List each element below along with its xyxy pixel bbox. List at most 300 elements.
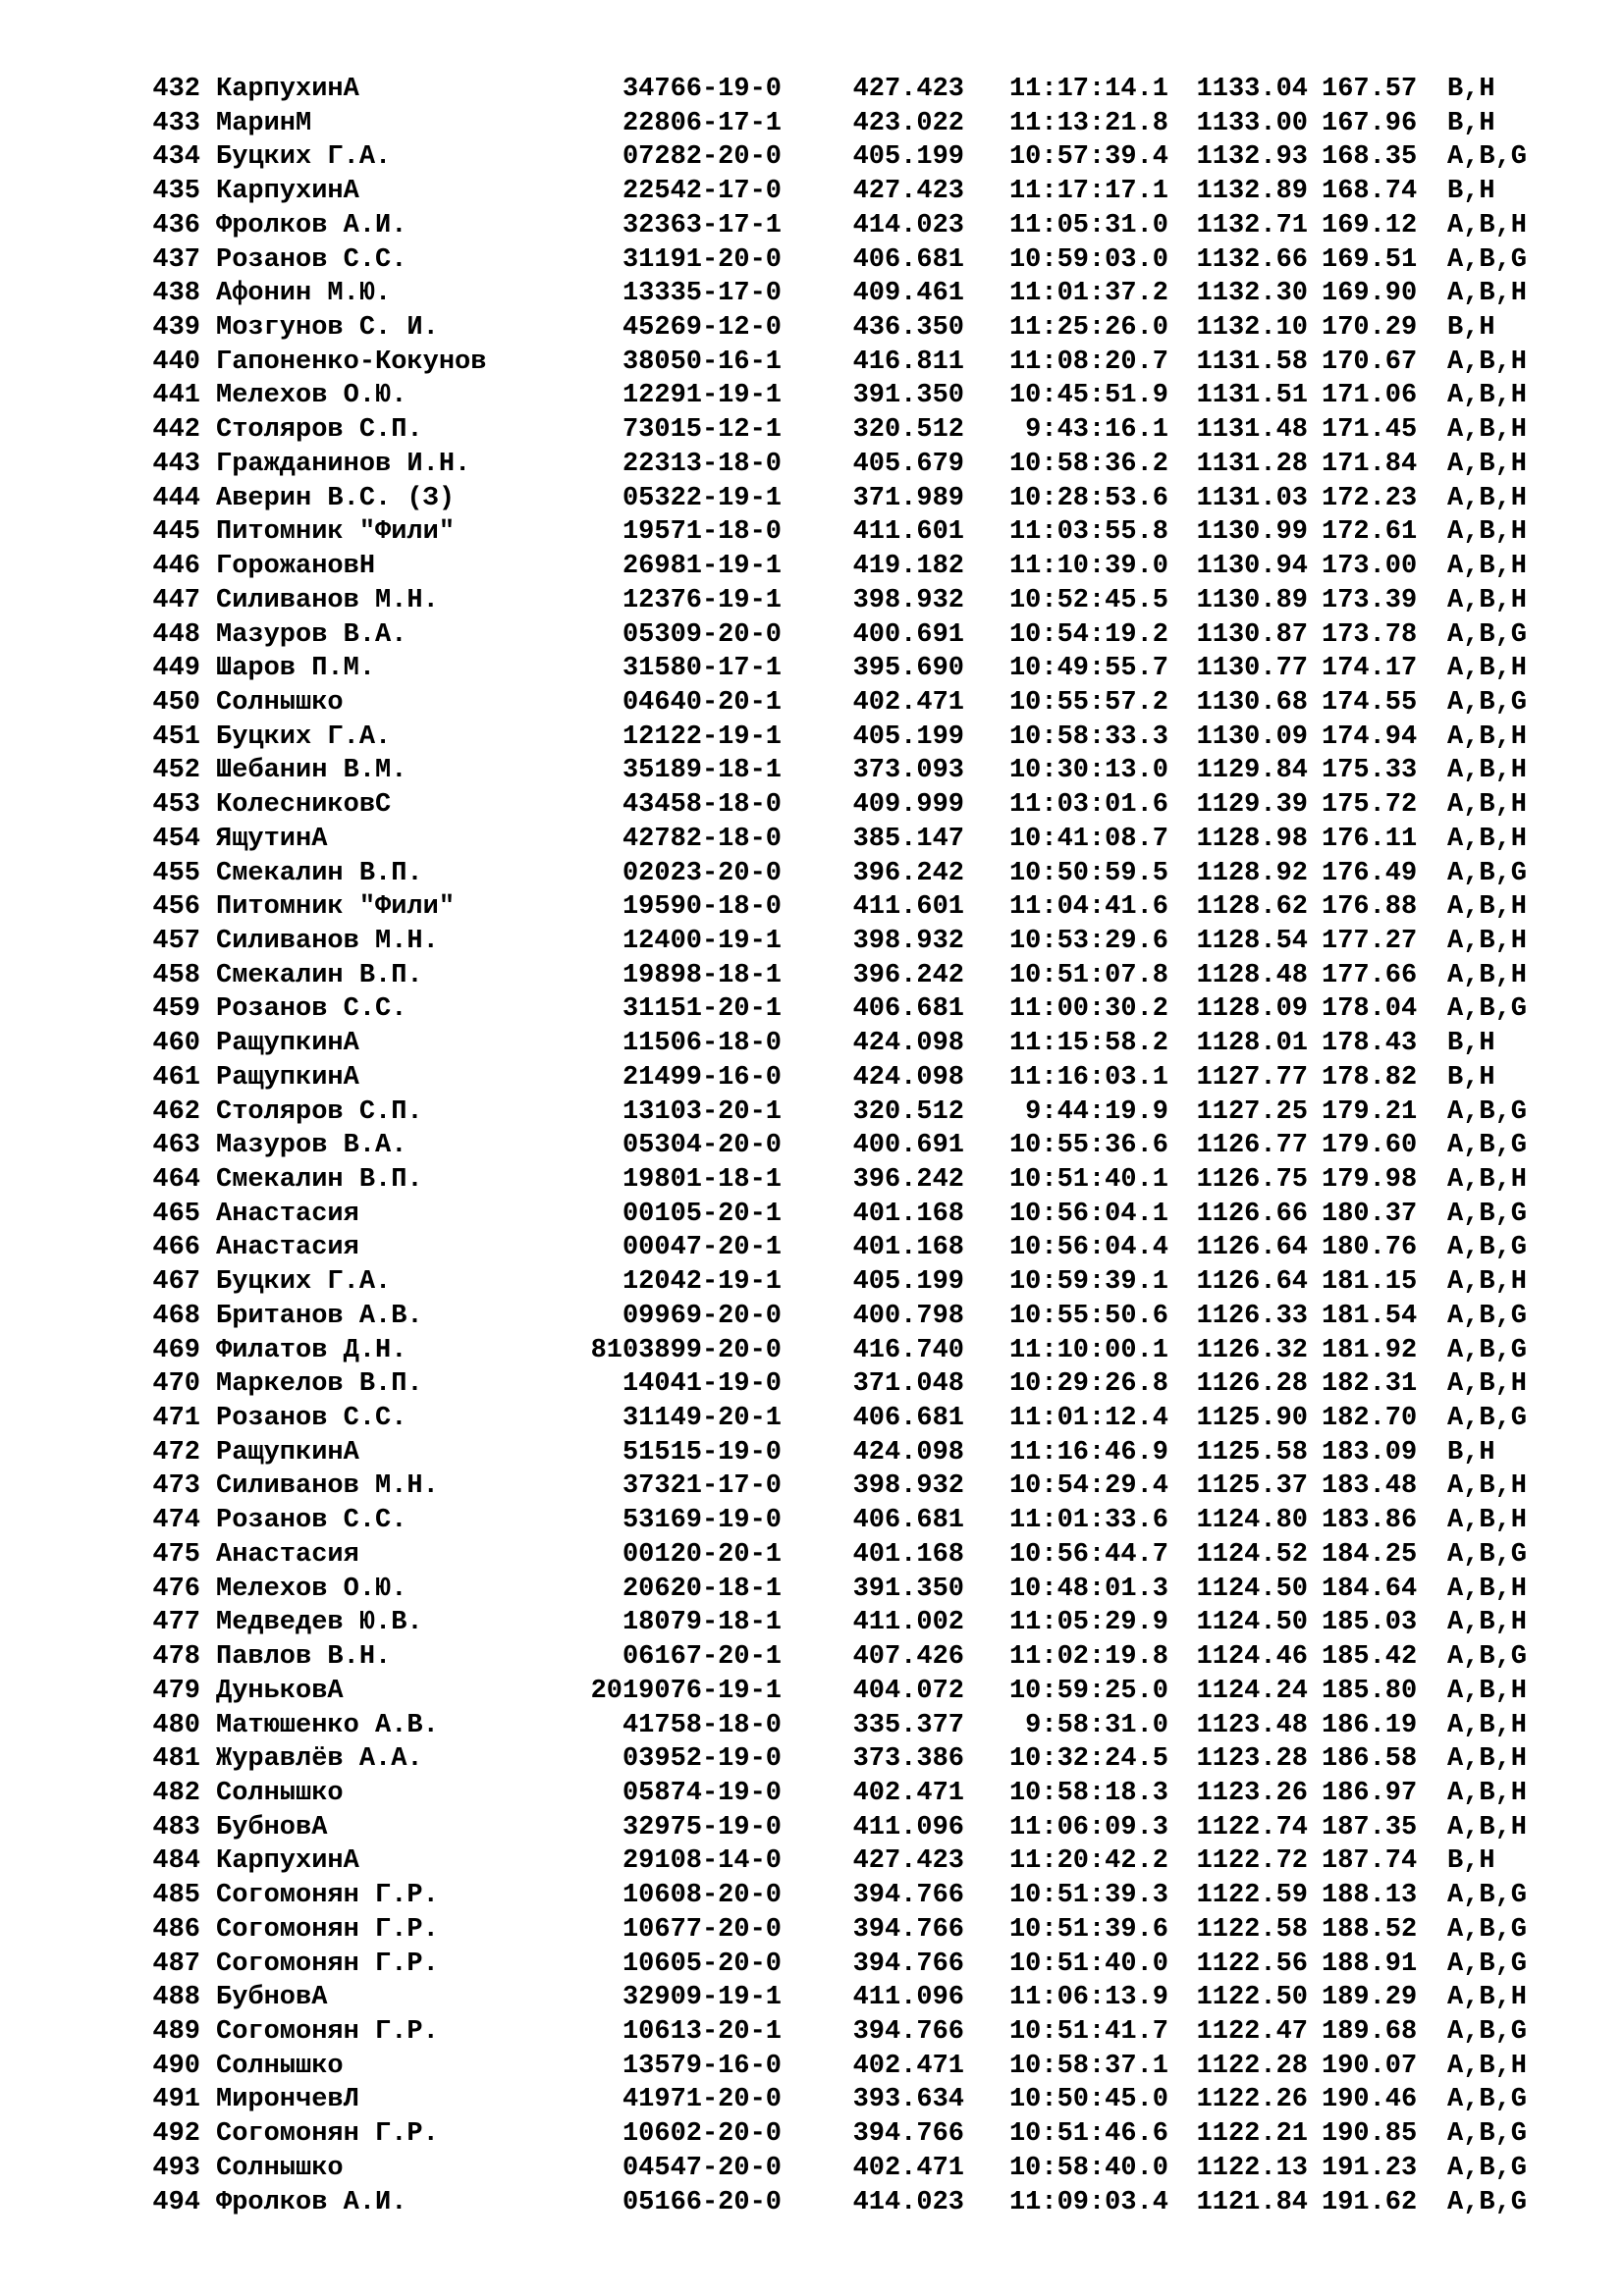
ring-number-cell: 32975-19-0 [622,1812,782,1842]
ring-number-cell: 00120-20-1 [622,1539,782,1570]
arrival-time-cell: 10:51:40.0 [1008,1949,1168,1979]
fancier-name-cell: РащупкинА [216,1062,359,1093]
coefficient-cell: 189.68 [1322,2016,1418,2047]
fancier-name-cell: Силиванов М.Н. [216,585,439,615]
distance-cell: 400.691 [852,1131,964,1161]
speed-cell: 1122.26 [1196,2085,1308,2115]
table-row [0,1198,1624,1232]
category-cell: A,B,H [1447,1471,1528,1502]
arrival-time-cell: 11:10:39.0 [1008,552,1168,582]
coefficient-cell: 180.76 [1322,1233,1418,1263]
speed-cell: 1122.47 [1196,2016,1308,2047]
position-cell: 439 [152,313,200,344]
category-cell: A,B,G [1447,1949,1528,1979]
coefficient-cell: 173.78 [1322,619,1418,650]
table-row [0,2083,1624,2117]
coefficient-cell: 170.67 [1322,347,1418,377]
position-cell: 492 [152,2119,200,2150]
ring-number-cell: 19801-18-1 [622,1165,782,1195]
category-cell: A,B,H [1447,1267,1528,1298]
ring-number-cell: 07282-20-0 [622,142,782,173]
category-cell: A,B,G [1447,1539,1528,1570]
distance-cell: 424.098 [852,1029,964,1059]
fancier-name-cell: Шаров П.М. [216,654,376,684]
speed-cell: 1128.01 [1196,1029,1308,1059]
arrival-time-cell: 11:01:12.4 [1008,1404,1168,1434]
table-row [0,1163,1624,1198]
arrival-time-cell: 10:51:07.8 [1008,960,1168,990]
fancier-name-cell: Мозгунов С. И. [216,313,439,344]
table-row [0,959,1624,993]
distance-cell: 405.199 [852,142,964,173]
distance-cell: 371.989 [852,483,964,513]
arrival-time-cell: 9:58:31.0 [1025,1710,1168,1740]
fancier-name-cell: ГорожановН [216,552,376,582]
ring-number-cell: 43458-18-0 [622,790,782,821]
coefficient-cell: 179.21 [1322,1096,1418,1127]
speed-cell: 1124.52 [1196,1539,1308,1570]
arrival-time-cell: 10:58:37.1 [1008,2051,1168,2081]
arrival-time-cell: 11:04:41.6 [1008,892,1168,923]
coefficient-cell: 178.82 [1322,1062,1418,1093]
arrival-time-cell: 10:30:13.0 [1008,756,1168,786]
distance-cell: 402.471 [852,1778,964,1808]
coefficient-cell: 174.17 [1322,654,1418,684]
coefficient-cell: 188.91 [1322,1949,1418,1979]
coefficient-cell: 171.06 [1322,381,1418,411]
speed-cell: 1126.28 [1196,1369,1308,1400]
category-cell: A,B,H [1447,1778,1528,1808]
distance-cell: 373.093 [852,756,964,786]
position-cell: 467 [152,1267,200,1298]
speed-cell: 1121.84 [1196,2187,1308,2217]
coefficient-cell: 175.33 [1322,756,1418,786]
position-cell: 447 [152,585,200,615]
arrival-time-cell: 10:51:39.3 [1008,1881,1168,1911]
fancier-name-cell: ЯщутинА [216,824,328,854]
ring-number-cell: 13103-20-1 [622,1096,782,1127]
coefficient-cell: 187.74 [1322,1846,1418,1877]
distance-cell: 396.242 [852,960,964,990]
arrival-time-cell: 11:17:17.1 [1008,177,1168,207]
fancier-name-cell: Согомонян Г.Р. [216,1914,439,1945]
ring-number-cell: 22313-18-0 [622,449,782,479]
position-cell: 479 [152,1676,200,1706]
ring-number-cell: 03952-19-0 [622,1744,782,1775]
speed-cell: 1122.74 [1196,1812,1308,1842]
position-cell: 477 [152,1608,200,1638]
distance-cell: 411.601 [852,892,964,923]
position-cell: 476 [152,1574,200,1604]
ring-number-cell: 00105-20-1 [622,1199,782,1229]
category-cell: B,H [1447,313,1495,344]
ring-number-cell: 02023-20-0 [622,858,782,888]
coefficient-cell: 185.42 [1322,1642,1418,1673]
fancier-name-cell: Розанов С.С. [216,244,407,275]
distance-cell: 398.932 [852,1471,964,1502]
table-row [0,1948,1624,1982]
speed-cell: 1133.00 [1196,108,1308,138]
coefficient-cell: 178.04 [1322,994,1418,1025]
distance-cell: 405.199 [852,721,964,752]
position-cell: 466 [152,1233,200,1263]
fancier-name-cell: Павлов В.Н. [216,1642,392,1673]
ring-number-cell: 04640-20-1 [622,687,782,718]
table-row [0,175,1624,209]
table-row [0,1334,1624,1368]
table-row [0,1913,1624,1948]
category-cell: A,B,H [1447,1676,1528,1706]
distance-cell: 402.471 [852,2153,964,2183]
table-row [0,584,1624,618]
position-cell: 450 [152,687,200,718]
category-cell: A,B,G [1447,1335,1528,1365]
speed-cell: 1129.84 [1196,756,1308,786]
table-row [0,1640,1624,1675]
fancier-name-cell: Солнышко [216,2153,344,2183]
ring-number-cell: 12291-19-1 [622,381,782,411]
category-cell: A,B,H [1447,721,1528,752]
category-cell: A,B,H [1447,824,1528,854]
arrival-time-cell: 10:53:29.6 [1008,926,1168,956]
coefficient-cell: 168.74 [1322,177,1418,207]
arrival-time-cell: 11:20:42.2 [1008,1846,1168,1877]
arrival-time-cell: 10:58:33.3 [1008,721,1168,752]
arrival-time-cell: 10:51:46.6 [1008,2119,1168,2150]
position-cell: 475 [152,1539,200,1570]
category-cell: A,B,G [1447,858,1528,888]
distance-cell: 416.811 [852,347,964,377]
position-cell: 473 [152,1471,200,1502]
table-row [0,515,1624,550]
distance-cell: 409.461 [852,279,964,309]
distance-cell: 406.681 [852,1506,964,1536]
distance-cell: 394.766 [852,2119,964,2150]
ring-number-cell: 13335-17-0 [622,279,782,309]
ring-number-cell: 10602-20-0 [622,2119,782,2150]
category-cell: A,B,G [1447,1301,1528,1331]
distance-cell: 335.377 [852,1710,964,1740]
coefficient-cell: 174.55 [1322,687,1418,718]
fancier-name-cell: Британов А.В. [216,1301,423,1331]
table-row [0,1606,1624,1640]
coefficient-cell: 189.29 [1322,1983,1418,2013]
position-cell: 482 [152,1778,200,1808]
position-cell: 437 [152,244,200,275]
arrival-time-cell: 10:59:03.0 [1008,244,1168,275]
coefficient-cell: 183.09 [1322,1437,1418,1468]
speed-cell: 1122.56 [1196,1949,1308,1979]
ring-number-cell: 18079-18-1 [622,1608,782,1638]
arrival-time-cell: 10:28:53.6 [1008,483,1168,513]
speed-cell: 1132.89 [1196,177,1308,207]
table-row [0,482,1624,516]
position-cell: 471 [152,1404,200,1434]
distance-cell: 391.350 [852,1574,964,1604]
distance-cell: 401.168 [852,1539,964,1570]
table-row [0,618,1624,653]
coefficient-cell: 184.64 [1322,1574,1418,1604]
distance-cell: 398.932 [852,585,964,615]
coefficient-cell: 173.00 [1322,552,1418,582]
speed-cell: 1122.50 [1196,1983,1308,2013]
category-cell: A,B,H [1447,1165,1528,1195]
table-row [0,140,1624,175]
fancier-name-cell: Анастасия [216,1233,359,1263]
table-row [0,550,1624,584]
table-row [0,1811,1624,1845]
category-cell: A,B,G [1447,2085,1528,2115]
arrival-time-cell: 10:50:59.5 [1008,858,1168,888]
table-row [0,346,1624,380]
fancier-name-cell: Маркелов В.П. [216,1369,423,1400]
coefficient-cell: 181.15 [1322,1267,1418,1298]
distance-cell: 419.182 [852,552,964,582]
distance-cell: 394.766 [852,2016,964,2047]
speed-cell: 1131.48 [1196,415,1308,446]
category-cell: A,B,H [1447,449,1528,479]
fancier-name-cell: Согомонян Г.Р. [216,2119,439,2150]
arrival-time-cell: 10:55:50.6 [1008,1301,1168,1331]
speed-cell: 1125.37 [1196,1471,1308,1502]
fancier-name-cell: МирончевЛ [216,2085,359,2115]
arrival-time-cell: 11:06:13.9 [1008,1983,1168,2013]
fancier-name-cell: КарпухинА [216,1846,359,1877]
fancier-name-cell: Солнышко [216,687,344,718]
arrival-time-cell: 11:13:21.8 [1008,108,1168,138]
position-cell: 456 [152,892,200,923]
position-cell: 478 [152,1642,200,1673]
category-cell: A,B,H [1447,1506,1528,1536]
position-cell: 451 [152,721,200,752]
ring-number-cell: 05309-20-0 [622,619,782,650]
ring-number-cell: 20620-18-1 [622,1574,782,1604]
table-row [0,2050,1624,2084]
position-cell: 446 [152,552,200,582]
speed-cell: 1127.25 [1196,1096,1308,1127]
category-cell: A,B,H [1447,1369,1528,1400]
distance-cell: 407.426 [852,1642,964,1673]
table-row [0,925,1624,959]
position-cell: 438 [152,279,200,309]
category-cell: A,B,H [1447,381,1528,411]
fancier-name-cell: Журавлёв А.А. [216,1744,423,1775]
ring-number-cell: 53169-19-0 [622,1506,782,1536]
position-cell: 465 [152,1199,200,1229]
speed-cell: 1122.21 [1196,2119,1308,2150]
distance-cell: 414.023 [852,2187,964,2217]
table-row [0,1402,1624,1436]
distance-cell: 371.048 [852,1369,964,1400]
fancier-name-cell: Столяров С.П. [216,415,423,446]
table-row [0,1061,1624,1095]
category-cell: A,B,G [1447,1096,1528,1127]
position-cell: 487 [152,1949,200,1979]
fancier-name-cell: Мелехов О.Ю. [216,381,407,411]
fancier-name-cell: Смекалин В.П. [216,858,423,888]
arrival-time-cell: 10:59:39.1 [1008,1267,1168,1298]
category-cell: A,B,H [1447,1710,1528,1740]
ring-number-cell: 38050-16-1 [622,347,782,377]
ring-number-cell: 11506-18-0 [622,1029,782,1059]
speed-cell: 1123.26 [1196,1778,1308,1808]
arrival-time-cell: 10:55:57.2 [1008,687,1168,718]
coefficient-cell: 169.51 [1322,244,1418,275]
ring-number-cell: 12122-19-1 [622,721,782,752]
ring-number-cell: 10677-20-0 [622,1914,782,1945]
coefficient-cell: 175.72 [1322,790,1418,821]
distance-cell: 398.932 [852,926,964,956]
distance-cell: 394.766 [852,1914,964,1945]
speed-cell: 1130.68 [1196,687,1308,718]
speed-cell: 1130.87 [1196,619,1308,650]
distance-cell: 391.350 [852,381,964,411]
speed-cell: 1126.32 [1196,1335,1308,1365]
position-cell: 490 [152,2051,200,2081]
position-cell: 453 [152,790,200,821]
table-row [0,73,1624,107]
fancier-name-cell: МаринМ [216,108,312,138]
position-cell: 485 [152,1881,200,1911]
arrival-time-cell: 10:57:39.4 [1008,142,1168,173]
distance-cell: 405.199 [852,1267,964,1298]
coefficient-cell: 176.11 [1322,824,1418,854]
ring-number-cell: 32909-19-1 [622,1983,782,2013]
speed-cell: 1128.62 [1196,892,1308,923]
fancier-name-cell: Согомонян Г.Р. [216,1949,439,1979]
ring-number-cell: 31580-17-1 [622,654,782,684]
arrival-time-cell: 11:16:03.1 [1008,1062,1168,1093]
position-cell: 481 [152,1744,200,1775]
arrival-time-cell: 10:55:36.6 [1008,1131,1168,1161]
ring-number-cell: 00047-20-1 [622,1233,782,1263]
ring-number-cell: 73015-12-1 [622,415,782,446]
table-row [0,1742,1624,1777]
fancier-name-cell: Солнышко [216,1778,344,1808]
coefficient-cell: 169.90 [1322,279,1418,309]
speed-cell: 1125.90 [1196,1404,1308,1434]
fancier-name-cell: Анастасия [216,1199,359,1229]
arrival-time-cell: 10:51:39.6 [1008,1914,1168,1945]
arrival-time-cell: 10:58:18.3 [1008,1778,1168,1808]
ring-number-cell: 10605-20-0 [622,1949,782,1979]
distance-cell: 401.168 [852,1199,964,1229]
fancier-name-cell: Фролков А.И. [216,210,407,240]
distance-cell: 411.601 [852,517,964,548]
distance-cell: 320.512 [852,1096,964,1127]
speed-cell: 1132.71 [1196,210,1308,240]
category-cell: A,B,H [1447,1608,1528,1638]
arrival-time-cell: 11:09:03.4 [1008,2187,1168,2217]
position-cell: 441 [152,381,200,411]
fancier-name-cell: Шебанин В.М. [216,756,407,786]
ring-number-cell: 05874-19-0 [622,1778,782,1808]
speed-cell: 1124.50 [1196,1574,1308,1604]
ring-number-cell: 26981-19-1 [622,552,782,582]
coefficient-cell: 172.23 [1322,483,1418,513]
arrival-time-cell: 10:48:01.3 [1008,1574,1168,1604]
ring-number-cell: 19898-18-1 [622,960,782,990]
speed-cell: 1128.54 [1196,926,1308,956]
fancier-name-cell: Буцких Г.А. [216,721,392,752]
arrival-time-cell: 11:02:19.8 [1008,1642,1168,1673]
fancier-name-cell: Столяров С.П. [216,1096,423,1127]
speed-cell: 1127.77 [1196,1062,1308,1093]
ring-number-cell: 04547-20-0 [622,2153,782,2183]
table-row [0,1504,1624,1538]
ring-number-cell: 31149-20-1 [622,1404,782,1434]
position-cell: 434 [152,142,200,173]
distance-cell: 320.512 [852,415,964,446]
distance-cell: 424.098 [852,1062,964,1093]
category-cell: A,B,G [1447,1404,1528,1434]
table-row [0,1436,1624,1470]
category-cell: A,B,H [1447,1983,1528,2013]
ring-number-cell: 45269-12-0 [622,313,782,344]
distance-cell: 414.023 [852,210,964,240]
category-cell: A,B,G [1447,687,1528,718]
table-row [0,890,1624,925]
category-cell: A,B,H [1447,756,1528,786]
category-cell: B,H [1447,1029,1495,1059]
coefficient-cell: 190.46 [1322,2085,1418,2115]
fancier-name-cell: Гапоненко-Кокунов [216,347,487,377]
category-cell: B,H [1447,1062,1495,1093]
speed-cell: 1132.66 [1196,244,1308,275]
coefficient-cell: 188.52 [1322,1914,1418,1945]
position-cell: 483 [152,1812,200,1842]
position-cell: 448 [152,619,200,650]
speed-cell: 1126.33 [1196,1301,1308,1331]
table-row [0,686,1624,721]
fancier-name-cell: Филатов Д.Н. [216,1335,407,1365]
speed-cell: 1132.30 [1196,279,1308,309]
coefficient-cell: 173.39 [1322,585,1418,615]
arrival-time-cell: 10:32:24.5 [1008,1744,1168,1775]
table-row [0,721,1624,755]
table-row [0,788,1624,823]
category-cell: A,B,G [1447,1131,1528,1161]
fancier-name-cell: БубновА [216,1983,328,2013]
arrival-time-cell: 10:56:04.4 [1008,1233,1168,1263]
table-row [0,1981,1624,2015]
fancier-name-cell: РащупкинА [216,1029,359,1059]
arrival-time-cell: 11:10:00.1 [1008,1335,1168,1365]
speed-cell: 1126.75 [1196,1165,1308,1195]
coefficient-cell: 183.48 [1322,1471,1418,1502]
fancier-name-cell: Афонин М.Ю. [216,279,392,309]
category-cell: B,H [1447,75,1495,104]
coefficient-cell: 186.58 [1322,1744,1418,1775]
distance-cell: 394.766 [852,1881,964,1911]
position-cell: 444 [152,483,200,513]
position-cell: 474 [152,1506,200,1536]
arrival-time-cell: 10:59:25.0 [1008,1676,1168,1706]
category-cell: B,H [1447,177,1495,207]
arrival-time-cell: 11:15:58.2 [1008,1029,1168,1059]
position-cell: 457 [152,926,200,956]
coefficient-cell: 191.23 [1322,2153,1418,2183]
ring-number-cell: 37321-17-0 [622,1471,782,1502]
speed-cell: 1130.89 [1196,585,1308,615]
position-cell: 469 [152,1335,200,1365]
coefficient-cell: 185.80 [1322,1676,1418,1706]
arrival-time-cell: 10:51:41.7 [1008,2016,1168,2047]
coefficient-cell: 188.13 [1322,1881,1418,1911]
position-cell: 461 [152,1062,200,1093]
table-row [0,1777,1624,1811]
ring-number-cell: 05304-20-0 [622,1131,782,1161]
